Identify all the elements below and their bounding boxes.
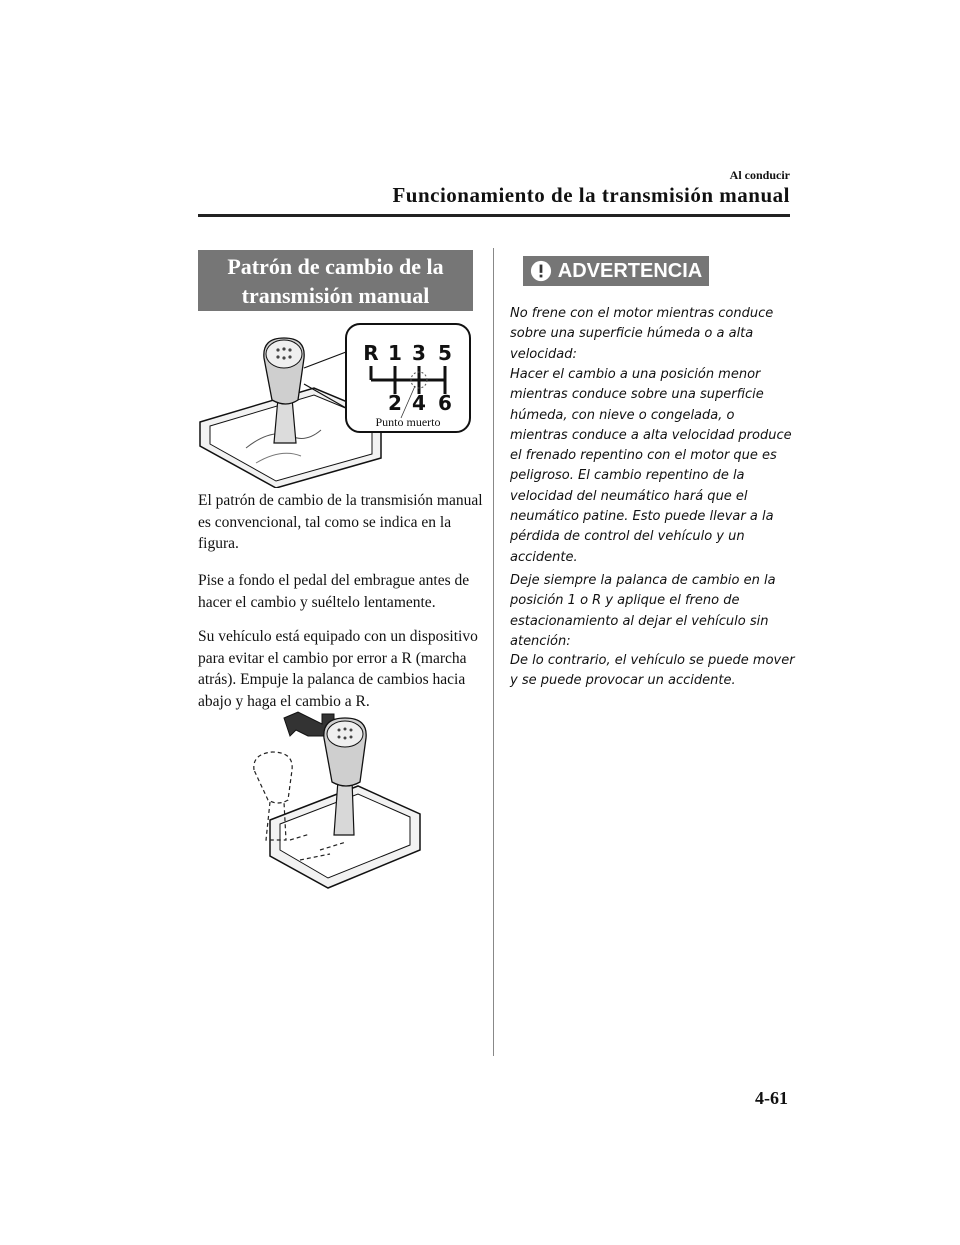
gear-label-5: 5 xyxy=(438,341,452,365)
banner-line-1: Patrón de cambio de la xyxy=(227,253,444,279)
header-title: Funcionamiento de la transmisión manual xyxy=(392,183,790,207)
gear-label-r: R xyxy=(363,341,379,365)
neutral-label: Punto muerto xyxy=(375,415,441,429)
warning-heading-1: No frene con el motor mientras conduce sobre una superficie húmeda o a alta velocidad: xyxy=(510,306,774,362)
gear-label-3: 3 xyxy=(412,341,426,365)
warning-header xyxy=(523,256,709,286)
header-rule xyxy=(198,214,790,217)
section-banner xyxy=(198,250,473,311)
header-section: Al conducir xyxy=(729,168,790,182)
column-divider xyxy=(493,248,494,1056)
warning-body-1: Hacer el cambio a una posición menor mientras conduce sobre una superficie húmeda, con nieve o congelada, o mientras conduce a alta velocidad produce el frenado repentino con el motor que es peligroso. El cambio repentino de la velocidad del neumático hará que el neumático patine. Esto puede llevar a la pérdida de control del vehículo y un accidente. xyxy=(510,367,792,565)
paragraph-reverse-lockout: Su vehículo está equipado con un dispositivo para evitar el cambio por error a R (marcha atrás). Empuje la palanca de cambios hacia abajo y haga el cambio a R. xyxy=(198,628,478,710)
warning-heading-2: Deje siempre la palanca de cambio en la posición 1 o R y aplique el freno de estacionamiento al dejar el vehículo sin atención: xyxy=(510,573,776,649)
reverse-shift-figure xyxy=(250,710,422,890)
gear-label-2: 2 xyxy=(388,391,402,415)
page-number: 4-61 xyxy=(755,1088,788,1108)
warning-body-2: De lo contrario, el vehículo se puede mover y se puede provocar un accidente. xyxy=(510,653,795,689)
gear-label-1: 1 xyxy=(388,341,402,365)
gear-label-6: 6 xyxy=(438,391,452,415)
shift-pattern-figure xyxy=(196,318,476,488)
warning-icon xyxy=(530,260,552,282)
paragraph-clutch: Pise a fondo el pedal del embrague antes de hacer el cambio y suéltelo lentamente. xyxy=(198,572,470,611)
banner-line-2: transmisión manual xyxy=(241,282,430,308)
gear-label-4: 4 xyxy=(412,391,426,415)
paragraph-pattern: El patrón de cambio de la transmisión manual es convencional, tal como se indica en la figura. xyxy=(198,492,483,552)
warning-label: ADVERTENCIA xyxy=(557,259,703,282)
